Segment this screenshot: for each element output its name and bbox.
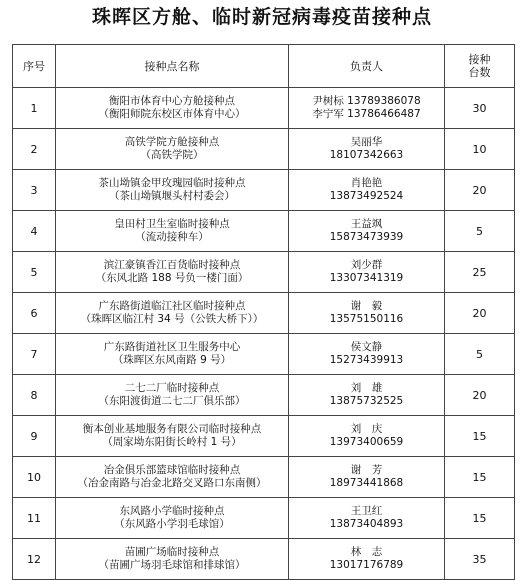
row-number: 12 [13,539,56,580]
person-cell [289,334,445,375]
row-number: 10 [13,457,56,498]
site-name: 皇田村卫生室临时接种点 [114,218,230,230]
person-line1: 林 志 [350,546,383,558]
person-cell [289,211,445,252]
site-cell [56,539,289,580]
person-line1: 刘 庆 [350,423,383,435]
row-number: 9 [13,416,56,457]
person-cell [289,88,445,129]
station-count: 35 [445,539,515,580]
site-name: 茶山坳镇金甲玫瑰园临时接种点 [98,177,246,189]
person-cell [289,498,445,539]
station-count: 15 [445,416,515,457]
person-line2: 15273439913 [329,354,404,366]
table-row [13,252,515,293]
station-count: 15 [445,498,515,539]
header-count-line1: 接种 [468,53,491,66]
person-cell [289,252,445,293]
person-cell [289,170,445,211]
station-count: 25 [445,252,515,293]
station-count: 10 [445,129,515,170]
table-row [13,457,515,498]
person-line2: 15873473939 [329,231,404,243]
header-site: 接种点名称 [56,45,289,88]
person-line2: 13873492524 [329,190,404,202]
site-name: 苗圃广场临时接种点 [124,546,220,558]
site-name: 冶金俱乐部篮球馆临时接种点 [103,464,241,476]
row-number: 11 [13,498,56,539]
table-row [13,416,515,457]
person-line1: 王卫红 [350,505,383,517]
person-line1: 谢 芳 [350,464,383,476]
station-count: 20 [445,375,515,416]
site-cell [56,375,289,416]
site-name: 高铁学院方舱接种点 [124,136,220,148]
site-name: 广东路街道临江社区临时接种点 [98,300,246,312]
station-count: 30 [445,88,515,129]
row-number: 7 [13,334,56,375]
person-line1: 吴丽华 [350,136,383,148]
site-location: （东风北路 188 号负一楼门面） [95,272,249,284]
site-cell [56,170,289,211]
site-cell [56,334,289,375]
site-location: （流动接种车） [135,231,209,243]
site-name: 衡阳市体育中心方舱接种点 [109,95,235,107]
station-count: 20 [445,293,515,334]
table-row [13,129,515,170]
site-name: 东风路小学临时接种点 [119,505,225,517]
table-row [13,211,515,252]
row-number: 6 [13,293,56,334]
site-name: 衡本创业基地服务有限公司临时接种点 [82,423,262,435]
site-location: （高铁学院） [140,149,204,161]
person-cell [289,416,445,457]
table-row [13,498,515,539]
table-header-row [13,45,515,88]
site-cell [56,129,289,170]
person-cell [289,457,445,498]
person-cell [289,375,445,416]
site-location: （东风路小学羽毛球馆） [114,518,230,530]
person-line2: 13575150116 [329,313,404,325]
person-line2: 18107342663 [329,149,404,161]
person-line2: 13875732525 [329,395,404,407]
site-cell [56,293,289,334]
site-location: （东阳渡街道二七二厂俱乐部） [98,395,246,407]
site-cell [56,88,289,129]
person-line2: 13973400659 [329,436,404,448]
table-row [13,88,515,129]
site-location: （周家坳东阳街长岭村 1 号） [102,436,242,448]
site-name: 广东路街道社区卫生服务中心 [103,341,241,353]
person-cell [289,539,445,580]
row-number: 5 [13,252,56,293]
person-cell [289,293,445,334]
site-location: （苗圃广场羽毛球馆和排球馆） [98,559,246,571]
person-line1: 尹树标 13789386078 [312,95,421,107]
header-person: 负责人 [289,45,445,88]
row-number: 1 [13,88,56,129]
page-title: 珠晖区方舱、临时新冠病毒疫苗接种点 [91,6,432,28]
site-location: （珠晖区东风南路 9 号） [112,354,232,366]
header-no: 序号 [13,45,56,88]
header-count [445,45,515,88]
person-line1: 王益飒 [350,218,383,230]
person-line2: 李宁军 13786466487 [312,108,421,120]
table-row [13,293,515,334]
station-count: 5 [445,211,515,252]
row-number: 4 [13,211,56,252]
site-location: （茶山坳镇堰头村村委会） [109,190,235,202]
site-cell [56,252,289,293]
header-count-line2: 台数 [468,66,491,79]
site-name: 二七二厂临时接种点 [124,382,220,394]
site-cell [56,416,289,457]
site-cell [56,498,289,539]
vaccination-sites-table [12,44,515,580]
site-location: （冶金南路与冶金北路交叉路口东南侧） [77,477,267,489]
person-line2: 13307341319 [329,272,404,284]
person-line2: 18973441868 [329,477,404,489]
table-row [13,170,515,211]
person-line1: 谢 毅 [350,300,383,312]
person-line1: 侯文静 [350,341,383,353]
station-count: 15 [445,457,515,498]
row-number: 2 [13,129,56,170]
row-number: 8 [13,375,56,416]
person-line1: 刘 雄 [350,382,383,394]
site-cell [56,211,289,252]
table-row [13,375,515,416]
station-count: 5 [445,334,515,375]
site-name: 滨江豪镇香江百货临时接种点 [103,259,241,271]
table-row [13,539,515,580]
person-cell [289,129,445,170]
site-location: （珠晖区临江村 34 号（公铁大桥下）） [80,313,264,325]
person-line1: 刘少群 [350,259,383,271]
person-line1: 肖艳艳 [350,177,383,189]
site-cell [56,457,289,498]
person-line2: 13873404893 [329,518,404,530]
site-location: （衡阳师院东校区市体育中心） [98,108,246,120]
table-row [13,334,515,375]
station-count: 20 [445,170,515,211]
row-number: 3 [13,170,56,211]
person-line2: 13017176789 [329,559,404,571]
